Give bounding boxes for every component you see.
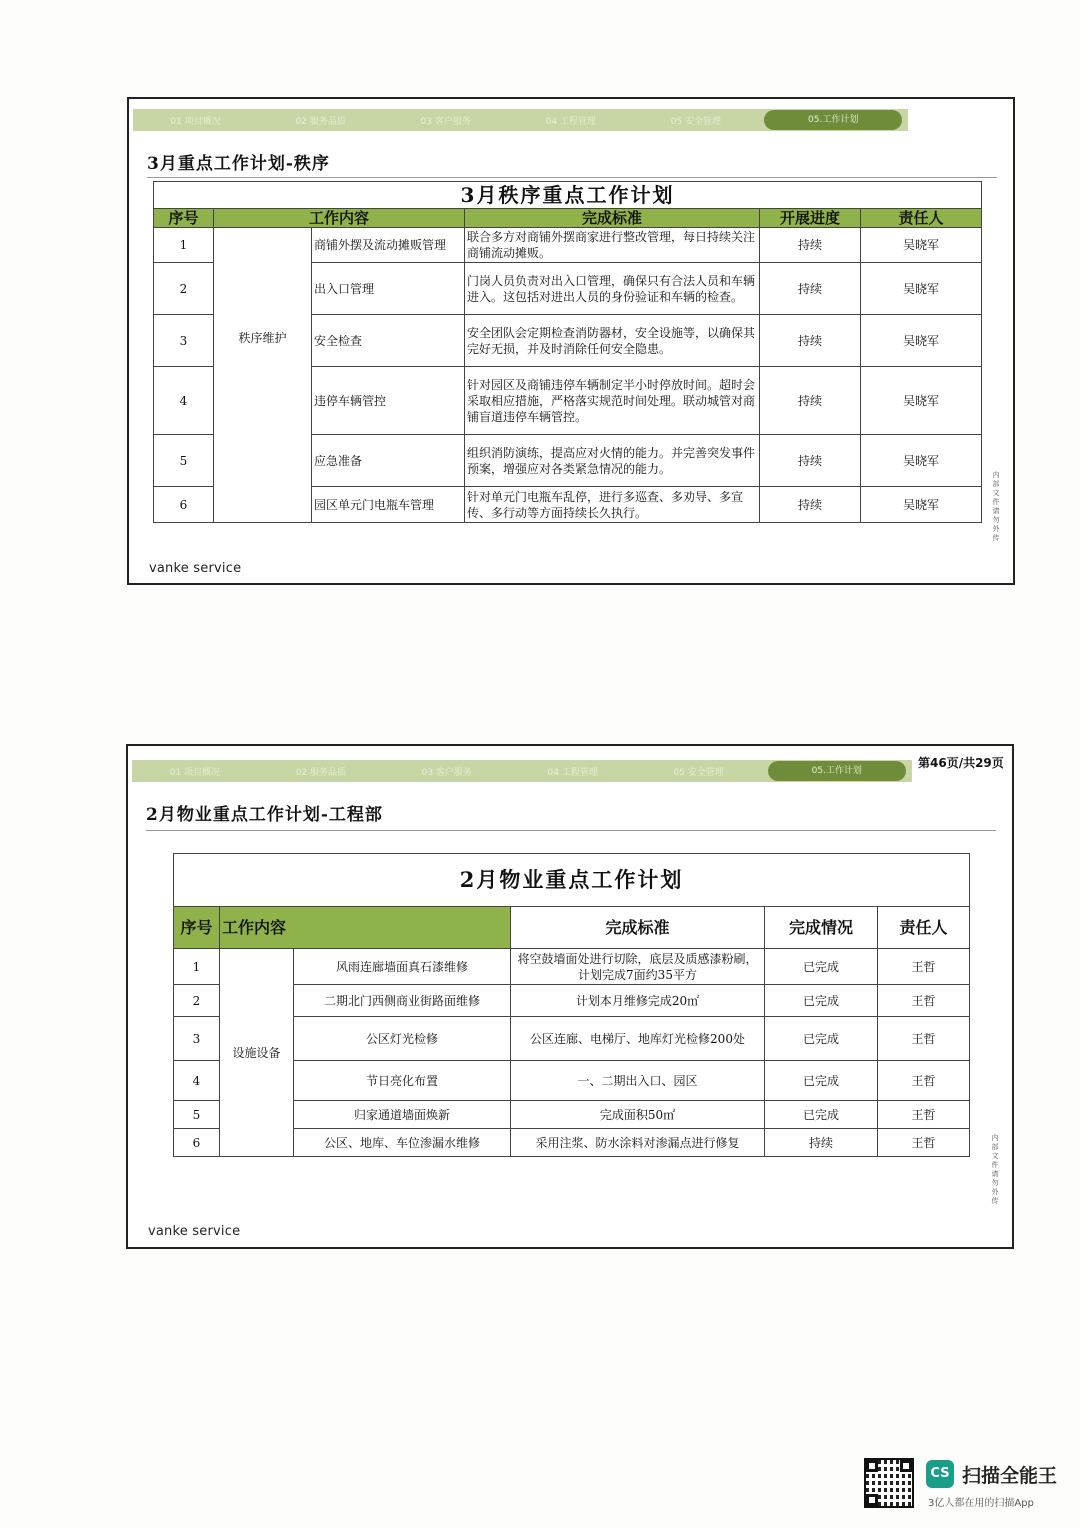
- row-status: 持续: [765, 1129, 878, 1157]
- row-owner: 吴晓军: [861, 487, 982, 523]
- nav-item-active: 05.工作计划: [768, 761, 906, 781]
- vanke-logo: vanke service: [148, 1224, 241, 1239]
- row-content: 节日亮化布置: [294, 1061, 511, 1101]
- row-no: 3: [174, 1017, 220, 1061]
- row-no: 2: [154, 263, 214, 315]
- header-content: 工作内容: [214, 209, 465, 228]
- confidential-note: 内部文件 请勿外传: [992, 471, 1000, 542]
- row-standard: 将空鼓墙面处进行切除，底层及质感漆粉刷，计划完成7面约35平方: [511, 949, 765, 985]
- row-no: 5: [174, 1101, 220, 1129]
- header-no: 序号: [154, 209, 214, 228]
- nav-item: 02 服务品质: [295, 767, 347, 778]
- row-content: 园区单元门电瓶车管理: [312, 487, 465, 523]
- qr-finder: [900, 1460, 912, 1472]
- table-caption: 2月物业重点工作计划: [174, 854, 970, 907]
- camscanner-logo-icon: CS: [926, 1460, 954, 1488]
- row-content: 应急准备: [312, 435, 465, 487]
- row-content: 二期北门西侧商业街路面维修: [294, 985, 511, 1017]
- scanner-name: 扫描全能王: [962, 1465, 1058, 1487]
- category-cell: 设施设备: [220, 949, 294, 1157]
- table-row: [154, 228, 982, 263]
- header-owner: 责任人: [861, 209, 982, 228]
- qr-finder: [866, 1494, 878, 1506]
- nav-item: 01 项目概况: [169, 767, 221, 778]
- row-standard: 针对单元门电瓶车乱停，进行多巡查、多劝导、多宣传、多行动等方面持续长久执行。: [465, 487, 760, 523]
- table-row: [174, 985, 970, 1017]
- row-status: 已完成: [765, 949, 878, 985]
- row-owner: 王哲: [878, 1101, 970, 1129]
- table-row: [174, 1061, 970, 1101]
- header-standard: 完成标准: [465, 209, 760, 228]
- row-owner: 吴晓军: [861, 435, 982, 487]
- row-standard: 安全团队会定期检查消防器材，安全设施等，以确保其完好无损，并及时消除任何安全隐患。: [465, 315, 760, 367]
- slide-title: 3月重点工作计划-秩序: [147, 154, 330, 174]
- nav-item: 02 服务品质: [295, 116, 346, 127]
- slide-2: [126, 744, 1014, 1249]
- work-plan-table: [173, 853, 970, 1157]
- table-caption: 3月秩序重点工作计划: [154, 182, 982, 209]
- header-status: 完成情况: [765, 907, 878, 949]
- nav-item: 04 工程管理: [547, 767, 598, 778]
- row-status: 已完成: [765, 1101, 878, 1129]
- table-row: [174, 1129, 970, 1157]
- nav-item: 05 安全管理: [670, 116, 722, 127]
- row-progress: 持续: [760, 228, 861, 263]
- nav-item: 03 客户服务: [421, 767, 472, 778]
- row-content: 商铺外摆及流动摊贩管理: [312, 228, 465, 263]
- confidential-note: 内部文件 请勿外传: [991, 1134, 999, 1205]
- section-nav: [133, 109, 908, 131]
- row-no: 3: [154, 315, 214, 367]
- row-standard: 组织消防演练，提高应对火情的能力。并完善突发事件预案，增强应对各类紧急情况的能力。: [465, 435, 760, 487]
- row-progress: 持续: [760, 367, 861, 435]
- row-owner: 王哲: [878, 1061, 970, 1101]
- row-owner: 吴晓军: [861, 367, 982, 435]
- scanner-tagline: 3亿人都在用的扫描App: [928, 1498, 1034, 1509]
- row-no: 5: [154, 435, 214, 487]
- row-content: 违停车辆管控: [312, 367, 465, 435]
- header-content: 工作内容: [220, 907, 511, 949]
- nav-item: 01 项目概况: [170, 116, 221, 127]
- row-owner: 王哲: [878, 1129, 970, 1157]
- header-no: 序号: [174, 907, 220, 949]
- nav-item: 03 客户服务: [420, 116, 471, 127]
- row-no: 4: [154, 367, 214, 435]
- row-progress: 持续: [760, 263, 861, 315]
- row-progress: 持续: [760, 435, 861, 487]
- row-content: 风雨连廊墙面真石漆维修: [294, 949, 511, 985]
- header-owner: 责任人: [878, 907, 970, 949]
- row-standard: 门岗人员负责对出入口管理，确保只有合法人员和车辆进入。这包括对进出人员的身份验证和车辆的检查。: [465, 263, 760, 315]
- section-nav: [132, 760, 912, 782]
- row-progress: 持续: [760, 487, 861, 523]
- row-owner: 吴晓军: [861, 263, 982, 315]
- qr-finder: [866, 1460, 878, 1472]
- title-rule: [146, 830, 996, 831]
- slide-1: [127, 97, 1015, 585]
- row-content: 安全检查: [312, 315, 465, 367]
- row-standard: 一、二期出入口、园区: [511, 1061, 765, 1101]
- row-owner: 王哲: [878, 985, 970, 1017]
- row-content: 归家通道墙面焕新: [294, 1101, 511, 1129]
- row-no: 1: [154, 228, 214, 263]
- nav-item-active: 05.工作计划: [764, 110, 902, 130]
- row-status: 已完成: [765, 1061, 878, 1101]
- nav-item: 04 工程管理: [545, 116, 596, 127]
- page-number: 第46页/共29页: [918, 756, 1004, 770]
- row-owner: 王哲: [878, 949, 970, 985]
- row-no: 4: [174, 1061, 220, 1101]
- table-row: [174, 1017, 970, 1061]
- row-content: 出入口管理: [312, 263, 465, 315]
- row-no: 6: [174, 1129, 220, 1157]
- table-row: [174, 949, 970, 985]
- row-no: 2: [174, 985, 220, 1017]
- row-standard: 公区连廊、电梯厅、地库灯光检修200处: [511, 1017, 765, 1061]
- row-standard: 采用注浆、防水涂料对渗漏点进行修复: [511, 1129, 765, 1157]
- row-status: 已完成: [765, 1017, 878, 1061]
- work-plan-table: [153, 181, 982, 523]
- row-content: 公区、地库、车位渗漏水维修: [294, 1129, 511, 1157]
- row-owner: 吴晓军: [861, 315, 982, 367]
- nav-item: 05 安全管理: [673, 767, 724, 778]
- row-no: 6: [154, 487, 214, 523]
- row-standard: 联合多方对商铺外摆商家进行整改管理，每日持续关注商铺流动摊贩。: [465, 228, 760, 263]
- row-owner: 吴晓军: [861, 228, 982, 263]
- qr-code-icon: [864, 1458, 914, 1508]
- row-no: 1: [174, 949, 220, 985]
- title-rule: [147, 177, 997, 178]
- row-status: 已完成: [765, 985, 878, 1017]
- row-standard: 针对园区及商铺违停车辆制定半小时停放时间。超时会采取相应措施，严格落实规范时间处理。联动城管对商铺盲道违停车辆管控。: [465, 367, 760, 435]
- category-cell: 秩序维护: [214, 228, 312, 523]
- header-standard: 完成标准: [511, 907, 765, 949]
- row-owner: 王哲: [878, 1017, 970, 1061]
- row-progress: 持续: [760, 315, 861, 367]
- row-content: 公区灯光检修: [294, 1017, 511, 1061]
- row-standard: 完成面积50㎡: [511, 1101, 765, 1129]
- row-standard: 计划本月维修完成20㎡: [511, 985, 765, 1017]
- vanke-logo: vanke service: [149, 561, 242, 576]
- table-row: [174, 1101, 970, 1129]
- slide-title: 2月物业重点工作计划-工程部: [146, 805, 383, 825]
- header-progress: 开展进度: [760, 209, 861, 228]
